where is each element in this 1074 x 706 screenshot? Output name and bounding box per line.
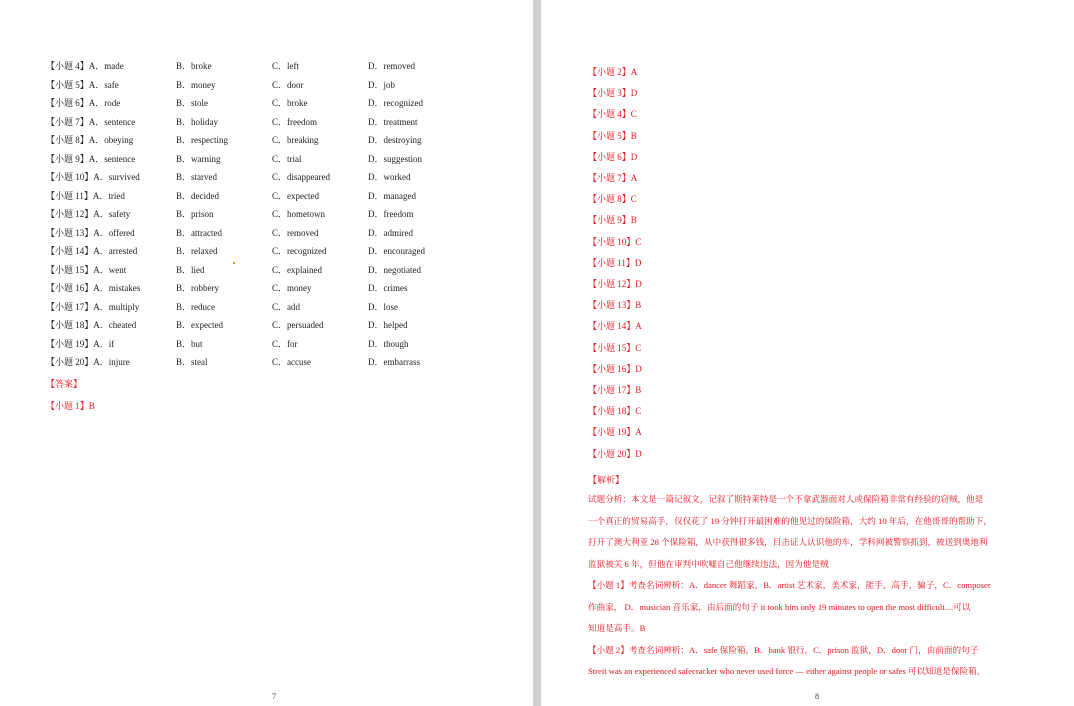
- question-option-b: B．relaxed: [176, 246, 218, 256]
- question-option-d: D．worked: [368, 172, 411, 182]
- question-option-c: C．disappeared: [272, 172, 330, 182]
- answer-item: 【小题 16】D: [588, 363, 642, 374]
- page-gutter: [533, 0, 541, 706]
- question-option-c: C．removed: [272, 227, 319, 238]
- question-option-c: C．add: [272, 301, 300, 312]
- question-option-c: C．accuse: [272, 357, 311, 367]
- answer-item: 【小题 15】C: [588, 342, 642, 353]
- question-option-d: D．lose: [368, 301, 398, 312]
- question-option-b: B．prison: [176, 209, 214, 219]
- analysis-line: 一个真正的贸易高手，仅仅花了 19 分钟打开最困难的他见过的保险箱，大约 10 年后，在他哥哥的帮助下，: [588, 515, 992, 526]
- question-option-d: D．admired: [368, 227, 413, 238]
- question-option-b: B．money: [176, 79, 216, 90]
- question-option-c: C．recognized: [272, 246, 327, 256]
- answer-item: 【小题 4】C: [588, 109, 637, 120]
- answer-item: 【小题 10】C: [588, 236, 642, 247]
- question-option-a: 【小题 8】A．obeying: [46, 135, 134, 145]
- page-7: [0, 0, 533, 706]
- question-option-b: B．holiday: [176, 116, 218, 127]
- question-option-c: C．breaking: [272, 135, 319, 145]
- question-option-c: C．broke: [272, 98, 308, 108]
- question-option-d: D．negotiated: [368, 264, 421, 275]
- question-option-a: 【小题 18】A．cheated: [46, 320, 137, 330]
- analysis-line: 知道是高手。B: [588, 623, 646, 633]
- question-option-a: 【小题 14】A．arrested: [46, 246, 138, 256]
- question-option-c: C．expected: [272, 190, 319, 201]
- question-option-b: B．decided: [176, 190, 219, 201]
- answer-item: 【小题 19】A: [588, 427, 642, 438]
- question-option-a: 【小题 5】A．safe: [46, 79, 119, 90]
- question-option-b: B．reduce: [176, 301, 215, 312]
- answer-item: 【小题 8】C: [588, 194, 637, 205]
- answer-item: 【小题 5】B: [588, 130, 637, 141]
- analysis-heading: 【解析】: [588, 475, 625, 485]
- question-option-a: 【小题 15】A．went: [46, 264, 127, 275]
- answer-item: 【小题 9】B: [588, 215, 637, 226]
- question-option-a: 【小题 17】A．multiply: [46, 301, 140, 312]
- question-option-c: C．door: [272, 79, 304, 90]
- question-option-b: B．but: [176, 338, 203, 349]
- question-option-a: 【小题 16】A．mistakes: [46, 283, 141, 293]
- page-number: 7: [272, 692, 276, 701]
- answer-item: 【小题 13】B: [588, 300, 642, 311]
- answer-item: 【小题 14】A: [588, 321, 642, 332]
- question-option-b: B．expected: [176, 320, 223, 330]
- question-option-a: 【小题 6】A．rode: [46, 98, 121, 108]
- question-option-c: C．explained: [272, 264, 322, 275]
- question-option-d: D．crimes: [368, 283, 408, 293]
- question-option-c: C．trial: [272, 153, 302, 164]
- question-option-c: C．persuaded: [272, 320, 324, 330]
- answer-item: 【小题 18】C: [588, 406, 642, 417]
- page-number: 8: [815, 692, 819, 701]
- question-option-b: B．starved: [176, 172, 217, 182]
- analysis-line: 打开了澳大利亚 28 个保险箱，从中获得很多钱，目击证人认识他的车，学科网被警察抓到，被送到奥地利: [588, 537, 988, 547]
- question-option-d: D．embarrass: [368, 357, 420, 367]
- question-option-c: C．freedom: [272, 116, 317, 127]
- answer-item: 【小题 3】D: [588, 88, 638, 99]
- analysis-line: Streit was an experienced safecracker who never used force — either against people or safes 可以知道是保险箱，: [588, 666, 986, 676]
- analysis-line: 【小题 1】考查名词辨析：A．dancer 舞蹈家，B．artist 艺术家，美术家，能手，高手，骗子，C．composer: [588, 580, 991, 590]
- question-option-a: 【小题 9】A．sentence: [46, 153, 136, 164]
- question-option-d: D．encouraged: [368, 246, 425, 256]
- question-option-d: D．helped: [368, 320, 408, 330]
- question-option-d: D．managed: [368, 190, 416, 201]
- question-option-b: B．broke: [176, 61, 212, 71]
- answer-item: 【小题 2】A: [588, 67, 638, 77]
- question-option-b: B．steal: [176, 357, 208, 367]
- question-option-b: B．attracted: [176, 227, 222, 238]
- question-option-a: 【小题 20】A．injure: [46, 357, 130, 367]
- question-option-b: B．lied: [176, 264, 205, 275]
- question-option-d: D．recognized: [368, 98, 423, 108]
- answer-item: 【小题 12】D: [588, 279, 642, 289]
- question-option-d: D．removed: [368, 61, 415, 71]
- question-option-d: D．destroying: [368, 135, 422, 145]
- question-option-c: C．for: [272, 338, 298, 349]
- question-option-b: B．warning: [176, 153, 221, 164]
- analysis-line: 监狱被关 6 年，但他在审判中吹嘘自己他继续违法，因为他是贼: [588, 558, 829, 569]
- question-option-c: C．left: [272, 61, 299, 71]
- answer-item: 【小题 6】D: [588, 151, 638, 162]
- question-option-a: 【小题 12】A．safety: [46, 209, 131, 219]
- answer-item: 【小题 1】B: [46, 401, 95, 411]
- page-8: [541, 0, 1074, 706]
- question-option-b: B．stole: [176, 98, 209, 108]
- question-option-a: 【小题 11】A．tried: [46, 190, 125, 201]
- question-option-c: C．hometown: [272, 209, 325, 219]
- question-option-d: D．treatment: [368, 116, 418, 127]
- answer-item: 【小题 7】A: [588, 173, 638, 183]
- question-option-a: 【小题 13】A．offered: [46, 227, 135, 238]
- answer-item: 【小题 11】D: [588, 257, 642, 268]
- analysis-line: 【小题 2】考查名词辨析：A．safe 保险箱，B．bank 银行，C．prison 监狱，D．door 门，由前面的句子: [588, 644, 979, 655]
- question-option-a: 【小题 7】A．sentence: [46, 116, 136, 127]
- question-option-d: D．job: [368, 79, 396, 90]
- question-option-d: D．freedom: [368, 209, 414, 219]
- question-option-c: C．money: [272, 283, 312, 293]
- question-option-a: 【小题 10】A．survived: [46, 172, 140, 182]
- analysis-line: 作曲家， D．musician 音乐家，由后面的句子 it took him only 19 minutes to open the most difficult…可以: [588, 601, 971, 612]
- answer-heading: 【答案】: [46, 379, 83, 389]
- answer-item: 【小题 20】D: [588, 448, 642, 459]
- analysis-line: 试题分析：本文是一篇记叙文，记叙了斯特莱特是一个不拿武器面对人或保险箱非常有经验的窃贼，他是: [588, 494, 984, 504]
- question-option-a: 【小题 4】A．made: [46, 61, 124, 71]
- question-option-a: 【小题 19】A．if: [46, 338, 115, 349]
- stray-mark: [233, 262, 235, 264]
- question-option-d: D．suggestion: [368, 153, 423, 164]
- question-option-b: B．robbery: [176, 283, 219, 293]
- question-option-d: D．though: [368, 338, 409, 349]
- question-option-b: B．respecting: [176, 135, 228, 145]
- answer-item: 【小题 17】B: [588, 385, 642, 395]
